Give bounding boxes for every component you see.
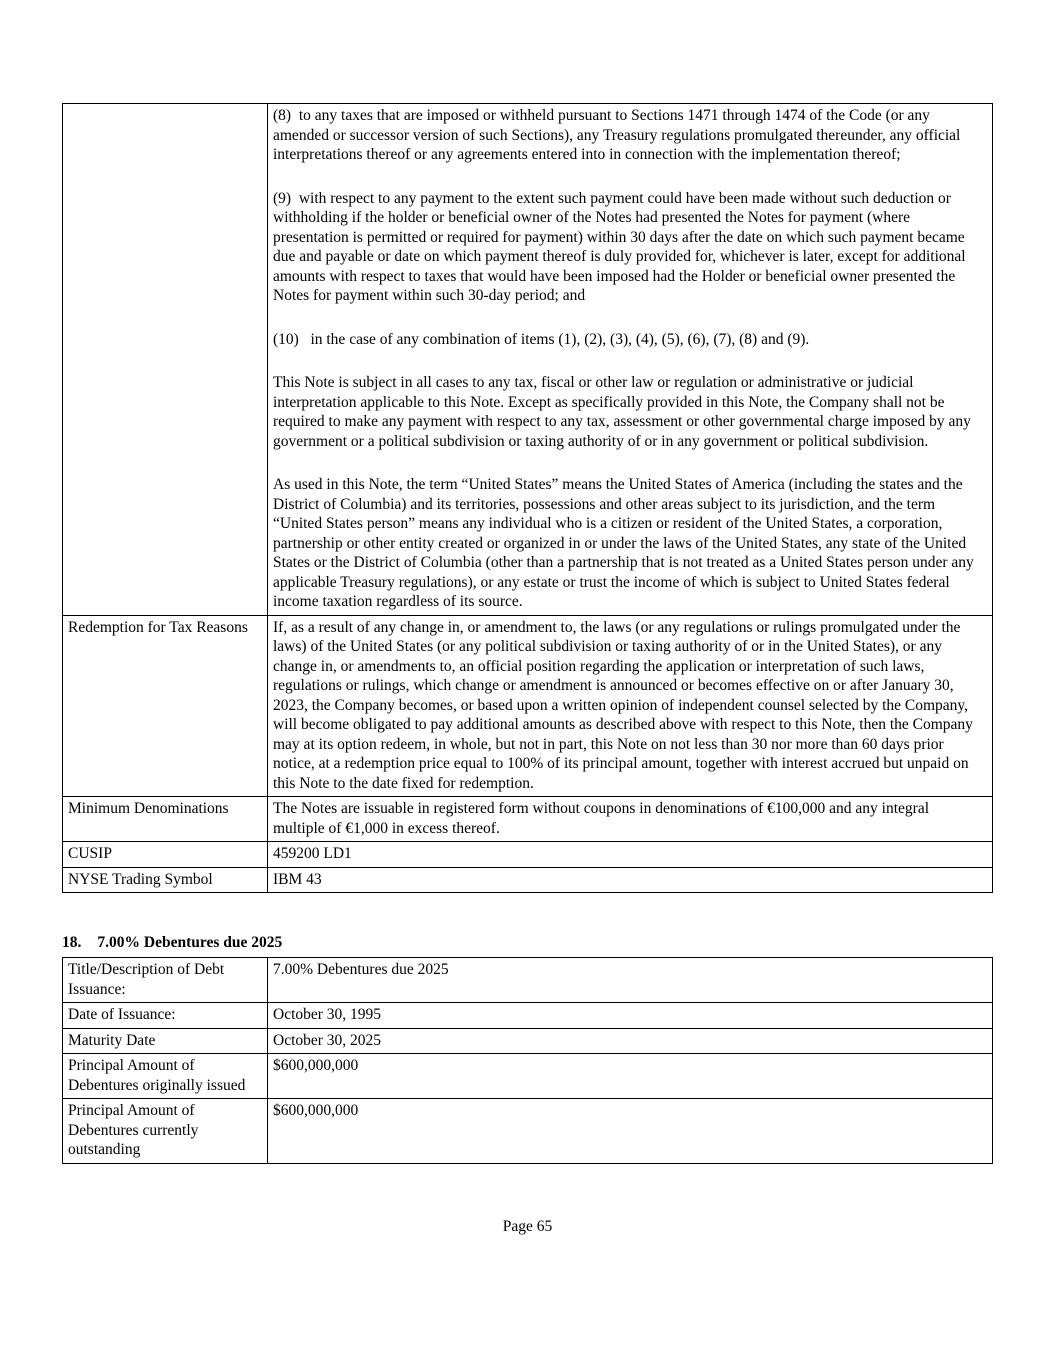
row-label-cell — [63, 842, 268, 868]
value-paragraph: $600,000,000 — [273, 1102, 359, 1119]
row-value-cell — [268, 1028, 993, 1054]
row-label-cell — [63, 1028, 268, 1054]
row-label-cell — [63, 1054, 268, 1099]
row-value-cell — [268, 104, 993, 616]
row-label: Date of Issuance: — [68, 1006, 176, 1023]
section-title: 7.00% Debentures due 2025 — [97, 934, 283, 951]
row-value-cell — [268, 958, 993, 1003]
row-label: Maturity Date — [68, 1031, 156, 1049]
table-row — [63, 615, 993, 797]
table-row — [63, 1028, 993, 1054]
value-paragraph: (8) to any taxes that are imposed or withheld pursuant to Sections 1471 through 1474 of the Code (or any amended or successor version of such Sections), any Treasury regulations promulgated thereunder, any official interpretations thereof or any agreements entered into in connection with the implementation thereof; — [273, 107, 965, 163]
value-paragraph: IBM 43 — [273, 870, 322, 888]
table-row — [63, 797, 993, 842]
notes-terms-table — [62, 103, 993, 893]
value-paragraph: October 30, 2025 — [273, 1031, 382, 1049]
row-label-cell — [63, 797, 268, 842]
value-paragraph: (10) in the case of any combination of items (1), (2), (3), (4), (5), (6), (7), (8) and (9). — [273, 330, 810, 348]
row-label: Principal Amount of Debentures originally issued — [68, 1057, 246, 1094]
row-label-cell — [63, 104, 268, 616]
value-paragraph: 7.00% Debentures due 2025 — [273, 961, 449, 978]
debentures-table-body — [63, 958, 993, 1164]
row-label-cell — [63, 867, 268, 893]
value-paragraph: If, as a result of any change in, or amendment to, the laws (or any regulations or rulings promulgated under the laws) of the United States (or any political subdivision or taxing authority of or in the United States), or any change in, or amendments to, an official position regarding the application or interpretation of such laws, regulations or rulings, which change or amendment is announced or becomes effective on or after January 30, 2023, the Company becomes, or based upon a written opinion of independent counsel selected by the Company, will become obligated to pay additional amounts as described above with respect to this Note, then the Company may at its option redeem, in whole, but not in part, this Note on not less than 30 nor more than 60 days prior notice, at a redemption price equal to 100% of its principal amount, together with interest accrued but unpaid on this Note to the date fixed for redemption. — [273, 618, 977, 792]
value-paragraph: As used in this Note, the term “United States” means the United States of America (including the states and the District of Columbia) and its territories, possessions and other areas subject to its jurisdiction, and the term “United States person” means any individual who is a citizen or resident of the United States, a corporation, partnership or other entity created or organized in or under the laws of the United States, any state of the United States or the District of Columbia (other than a partnership that is not treated as a United States person under any applicable Treasury regulations), or any estate or trust the income of which is subject to United States federal income taxation regardless of its source. — [273, 476, 978, 610]
value-paragraph: October 30, 1995 — [273, 1006, 382, 1023]
row-label: Redemption for Tax Reasons — [68, 618, 248, 636]
row-value-cell — [268, 842, 993, 868]
document-content — [62, 103, 993, 1236]
row-label-cell — [63, 958, 268, 1003]
row-value-cell — [268, 867, 993, 893]
row-label-cell — [63, 615, 268, 797]
row-label: NYSE Trading Symbol — [68, 870, 213, 888]
row-value-cell — [268, 1003, 993, 1029]
row-label: Principal Amount of Debentures currently outstanding — [68, 1102, 199, 1158]
table-row — [63, 1054, 993, 1099]
value-paragraph: The Notes are issuable in registered form without coupons in denominations of €100,000 and any integral multiple of €1,000 in excess thereof. — [273, 800, 933, 837]
notes-terms-table-body — [63, 104, 993, 893]
page-number-footer: Page 65 — [502, 1217, 553, 1235]
row-label: Title/Description of Debt Issuance: — [68, 961, 225, 998]
table-row — [63, 1099, 993, 1164]
row-label-cell — [63, 1003, 268, 1029]
table-row — [63, 867, 993, 893]
table-row — [63, 842, 993, 868]
table-row — [63, 104, 993, 616]
section-number: 18. — [62, 934, 82, 951]
row-value-cell — [268, 615, 993, 797]
debentures-table — [62, 957, 993, 1164]
section-heading — [62, 933, 993, 952]
row-label-cell — [63, 1099, 268, 1164]
value-paragraph: (9) with respect to any payment to the extent such payment could have been made without such deduction or withholding if the holder or beneficial owner of the Notes had presented the Notes for payment (where presentation is permitted or required for payment) within 30 days after the date on which such payment became due and payable or date on which payment thereof is duly provided for, whichever is later, except for additional amounts with respect to taxes that would have been imposed had the Holder or beneficial owner presented the Notes for payment within such 30-day period; and — [273, 189, 970, 304]
row-value-cell — [268, 1054, 993, 1099]
table-row — [63, 1003, 993, 1029]
value-paragraph: 459200 LD1 — [273, 845, 352, 862]
row-label: Minimum Denominations — [68, 800, 229, 817]
row-label: CUSIP — [68, 845, 112, 862]
row-value-cell — [268, 1099, 993, 1164]
value-paragraph: This Note is subject in all cases to any tax, fiscal or other law or regulation or administrative or judicial interpretation applicable to this Note. Except as specifically provided in this Note, the Company shall not be required to make any payment with respect to any tax, assessment or other governmental charge imposed by any government or a political subdivision or taxing authority of or in any government or political subdivision. — [273, 374, 975, 450]
value-paragraph: $600,000,000 — [273, 1057, 359, 1074]
table-row — [63, 958, 993, 1003]
row-value-cell — [268, 797, 993, 842]
